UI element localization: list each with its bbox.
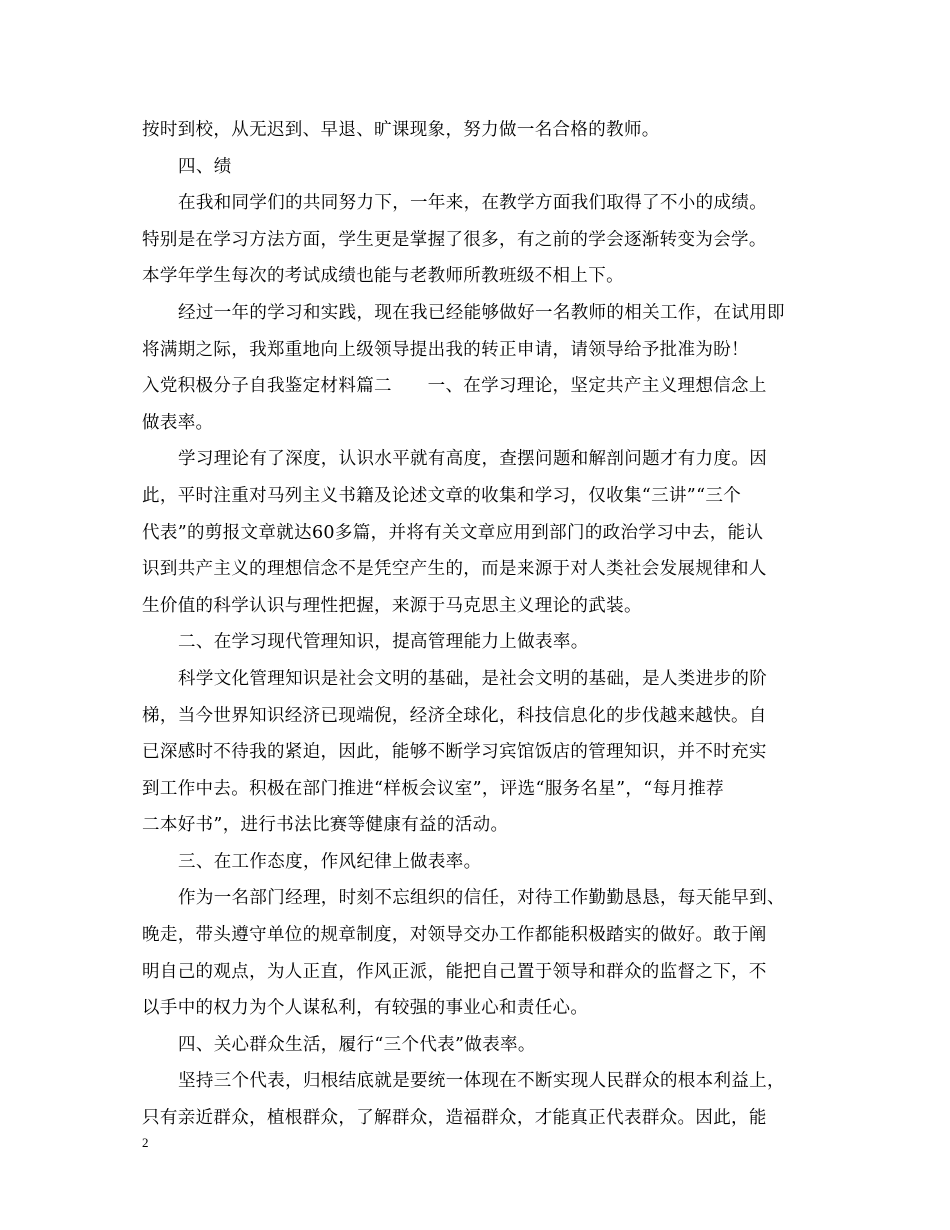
text-line: 已深感时不待我的紧迫，因此，能够不断学习宾馆饭店的管理知识，并不时充实 bbox=[142, 742, 767, 763]
text-line: 代表”的剪报文章就达60多篇，并将有关文章应用到部门的政治学习中去，能认 bbox=[142, 522, 764, 543]
section-heading: 四、关心群众生活，履行“三个代表”做表率。 bbox=[178, 1034, 536, 1055]
section-heading: 三、在工作态度，作风纪律上做表率。 bbox=[178, 851, 482, 872]
text-line: 按时到校，从无迟到、早退、旷课现象，努力做一名合格的教师。 bbox=[142, 120, 660, 140]
page-number: 2 bbox=[142, 1135, 149, 1150]
text-line: 本学年学生每次的考试成绩也能与老教师所教班级不相上下。 bbox=[142, 266, 624, 287]
text-line: 晚走，带头遵守单位的规章制度，对领导交办工作都能积极踏实的做好。敢于阐 bbox=[142, 925, 767, 946]
text-line: 识到共产主义的理想信念不是凭空产生的，而是来源于对人类社会发展规律和人 bbox=[142, 559, 767, 580]
text-line: 明自己的观点，为人正直，作风正派，能把自己置于领导和群众的监督之下，不 bbox=[142, 961, 767, 982]
text-line: 此，平时注重对马列主义书籍及论述文章的收集和学习，仅收集“三讲”“三个 bbox=[142, 485, 742, 506]
text-line: 科学文化管理知识是社会文明的基础，是社会文明的基础，是人类进步的阶 bbox=[178, 668, 768, 689]
section-heading: 四、绩 bbox=[178, 156, 232, 177]
text-line: 到工作中去。积极在部门推进“样板会议室”，评选“服务名星”，“每月推荐 bbox=[142, 778, 724, 799]
document-body bbox=[142, 112, 822, 1137]
text-line: 学习理论有了深度，认识水平就有高度，查摆问题和解剖问题才有力度。因 bbox=[178, 449, 768, 470]
text-line: 做表率。 bbox=[142, 412, 214, 433]
text-line: 坚持三个代表，归根结底就是要统一体现在不断实现人民群众的根本利益上， bbox=[178, 1071, 785, 1092]
text-line: 梯，当今世界知识经济已现端倪，经济全球化，科技信息化的步伐越来越快。自 bbox=[142, 705, 767, 726]
text-line: 二本好书”，进行书法比赛等健康有益的活动。 bbox=[142, 815, 509, 836]
text-line: 将满期之际，我郑重地向上级领导提出我的转正申请，请领导给予批准为盼！ bbox=[142, 339, 749, 360]
text-line: 以手中的权力为个人谋私利，有较强的事业心和责任心。 bbox=[142, 998, 589, 1019]
section-heading: 二、在学习现代管理知识，提高管理能力上做表率。 bbox=[178, 632, 589, 653]
text-line: 经过一年的学习和实践，现在我已经能够做好一名教师的相关工作，在试用即 bbox=[178, 302, 785, 323]
article-title-line: 入党积极分子自我鉴定材料篇二 一、在学习理论，坚定共产主义理想信念上 bbox=[142, 376, 767, 397]
text-line: 在我和同学们的共同努力下，一年来，在教学方面我们取得了不小的成绩。 bbox=[178, 193, 768, 214]
text-line: 作为一名部门经理，时刻不忘组织的信任，对待工作勤勤恳恳，每天能早到、 bbox=[178, 888, 785, 909]
text-line: 特别是在学习方法方面，学生更是掌握了很多，有之前的学会逐渐转变为会学。 bbox=[142, 229, 767, 250]
text-line: 只有亲近群众，植根群众，了解群众，造福群众，才能真正代表群众。因此，能 bbox=[142, 1108, 767, 1129]
text-line: 生价值的科学认识与理性把握，来源于马克思主义理论的武装。 bbox=[142, 595, 642, 616]
